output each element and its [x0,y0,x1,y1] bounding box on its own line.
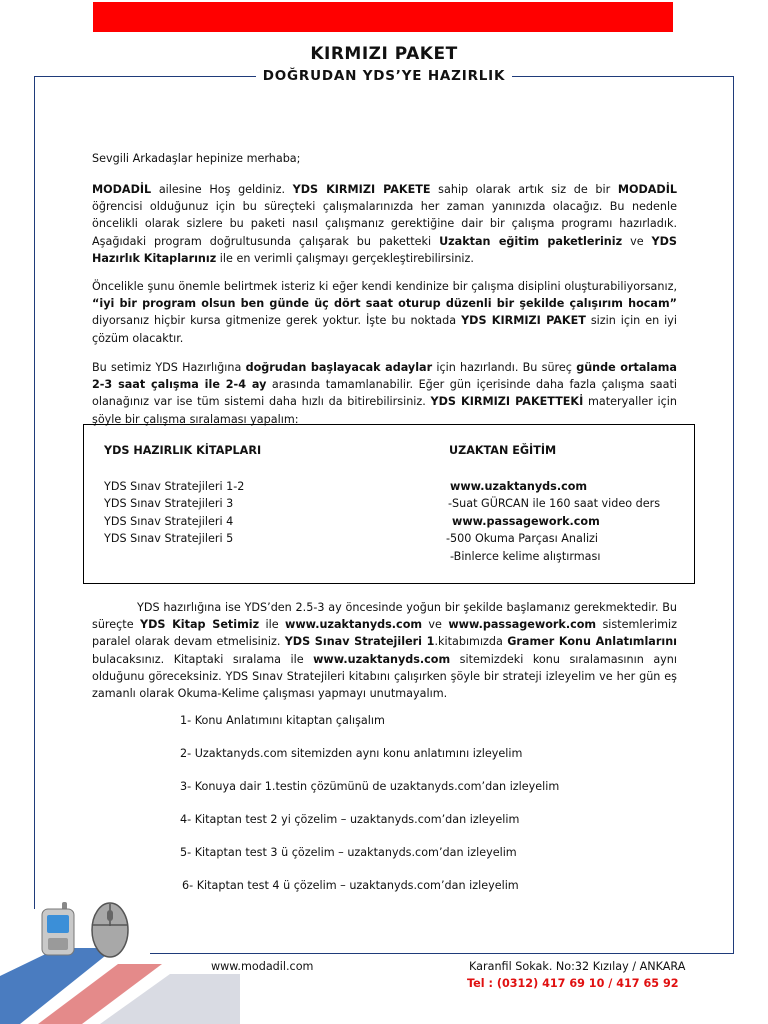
list-item: 6- Kitaptan test 4 ü çözelim – uzaktanyds.com’dan izleyelim [182,879,519,892]
list-item: 4- Kitaptan test 2 yi çözelim – uzaktanyds.com’dan izleyelim [180,813,520,826]
footer-address: Karanfil Sokak. No:32 Kızılay / ANKARA [469,960,686,973]
books-header: YDS HAZIRLIK KİTAPLARI [104,444,262,457]
online-item: www.uzaktanyds.com [450,480,588,493]
book-item: YDS Sınav Stratejileri 3 [104,497,234,510]
frame-line [34,76,35,909]
paragraph-schedule: Bu setimiz YDS Hazırlığına doğrudan başlayacak adaylar için hazırlandı. Bu süreç günde ortalama 2-3 saat çalışma ile 2-4 ay arasında tamamlanabilir. Eğer gün içerisinde daha fazla çalışma saati olanağınız var ise tüm sistemi daha hızlı da bitirebilirsiniz. YDS KIRMIZI PAKETTEKİ materyaller için şöyle bir çalışma sıralaması yapalım: [92,361,677,426]
greeting: Sevgili Arkadaşlar hepinize merhaba; [92,152,301,165]
list-item: 1- Konu Anlatımını kitaptan çalışalım [180,714,385,727]
page-subtitle: DOĞRUDAN YDS’YE HAZIRLIK [262,68,506,84]
online-header: UZAKTAN EĞİTİM [449,444,557,457]
frame-line [733,76,734,954]
book-item: YDS Sınav Stratejileri 4 [104,515,234,528]
top-red-banner [93,2,673,32]
online-item: -Binlerce kelime alıştırması [450,550,601,563]
list-item: 2- Uzaktanyds.com sitemizden aynı konu anlatımını izleyelim [180,747,523,760]
footer-phone: Tel : (0312) 417 69 10 / 417 65 92 [467,977,679,990]
paragraph-discipline: Öncelikle şunu önemle belirtmek isteriz ki eğer kendi kendinize bir çalışma disiplini oluşturabiliyorsanız, “iyi bir program olsun ben günde üç dört saat oturup düzenli bir şekilde çalışırım hocam” diyorsanız hiçbir kursa gitmenize gerek yoktur. İşte bu noktada YDS KIRMIZI PAKET sizin için en iyi çözüm olacaktır. [92,280,677,345]
book-item: YDS Sınav Stratejileri 1-2 [104,480,245,493]
mobile-phone-icon [38,900,80,958]
online-item: www.passagework.com [452,515,600,528]
paragraph-intensive: YDS hazırlığına ise YDS’den 2.5-3 ay öncesinde yoğun bir şekilde başlamanız gerekmektedir. Bu süreçte YDS Kitap Setimiz ile www.uzaktanyds.com ve www.passagework.com sistemlerimiz paralel olarak devam etmelisiniz. YDS Sınav Stratejileri 1.kitabımızda Gramer Konu Anlatımlarını bulacaksınız. Kitaptaki sıralama ile www.uzaktanyds.com sitemizdeki konu sıralamasının aynı olduğunu göreceksiniz. YDS Sınav Stratejileri kitabını çalışırken şöyle bir strateji izleyelim ve her gün eş zamanlı olarak Okuma-Kelime çalışması yapmayı unutmayalım. [92,601,677,701]
online-item: -500 Okuma Parçası Analizi [446,532,599,545]
paragraph-welcome: MODADİL ailesine Hoş geldiniz. YDS KIRMIZI PAKETE sahip olarak artık siz de bir MODADİL öğrencisi olduğunuz için bu süreçteki çalışmalarınızda her zaman yanınızda olacağız. Bu nedenle öncelikli olarak sizlere bu paketi nasıl çalışmanız gerektiğine dair bir çalışma programı hazırladık. Aşağıdaki program doğrultusunda çalışarak bu paketteki Uzaktan eğitim paketleriniz ve YDS Hazırlık Kitaplarınız ile en verimli çalışmayı gerçekleştirebilirsiniz. [92,183,677,265]
list-item: 3- Konuya dair 1.testin çözümünü de uzaktanyds.com’dan izleyelim [180,780,560,793]
list-item: 5- Kitaptan test 3 ü çözelim – uzaktanyds.com’dan izleyelim [180,846,517,859]
materials-table [83,424,695,584]
page-title: KIRMIZI PAKET [310,44,458,64]
computer-mouse-icon [88,898,132,960]
online-item: -Suat GÜRCAN ile 160 saat video ders [448,497,661,510]
book-item: YDS Sınav Stratejileri 5 [104,532,234,545]
footer-website: www.modadil.com [211,960,314,973]
